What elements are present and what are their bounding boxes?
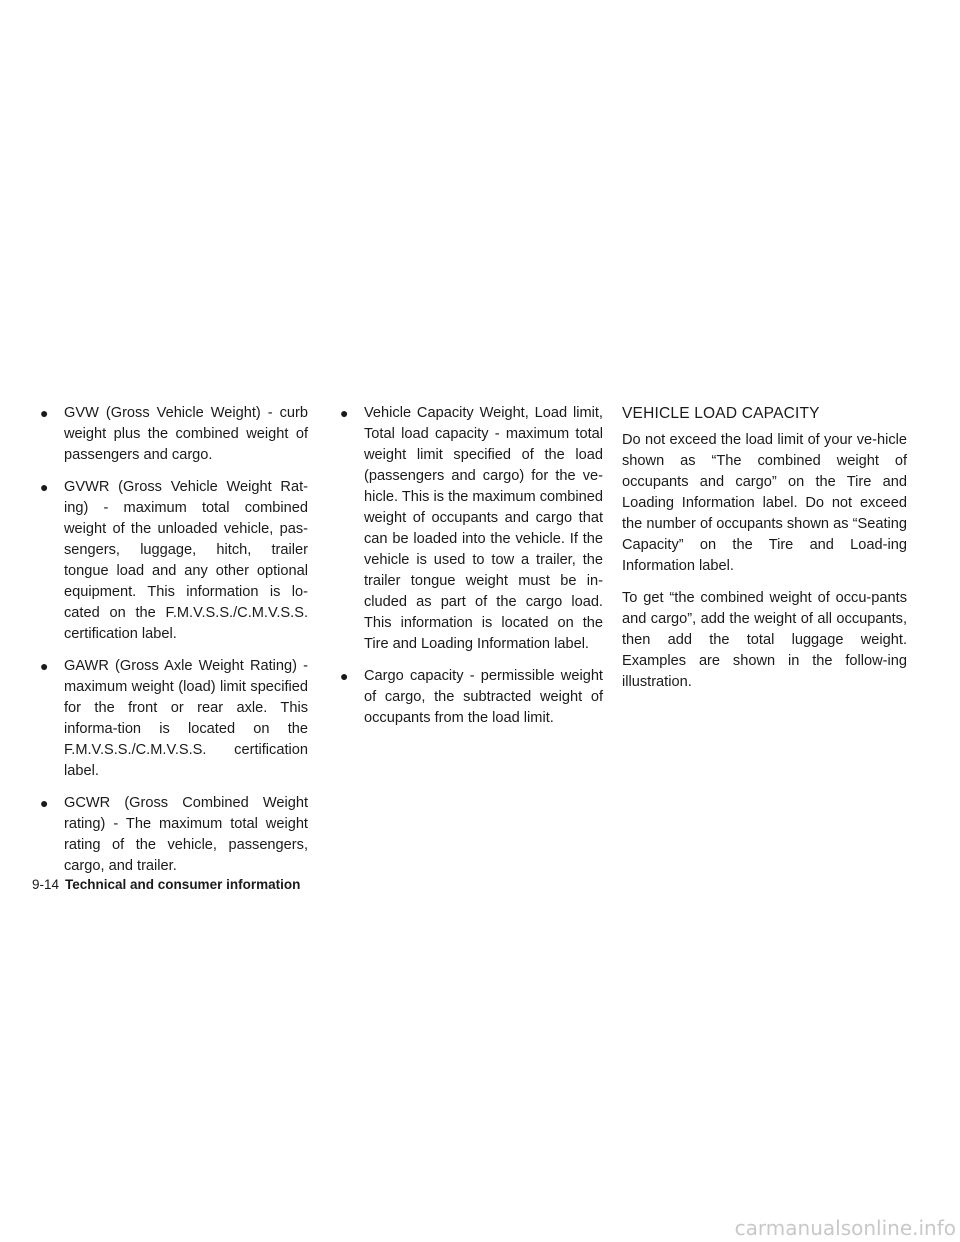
- page-footer: [32, 876, 300, 894]
- watermark: carmanualsonline.info: [734, 1216, 956, 1240]
- bullet-icon: ●: [40, 405, 49, 421]
- list-item-cargo-capacity: [338, 666, 603, 729]
- list-item-gvwr: [38, 477, 308, 645]
- list-item-gawr: [38, 656, 308, 782]
- list-item-text: Cargo capacity - permissible weight of cargo, the subtracted weight of occupants from the load limit.: [364, 668, 603, 726]
- bullet-icon: ●: [340, 668, 349, 684]
- bullet-icon: ●: [40, 479, 49, 495]
- footer-section-title: Technical and consumer information: [65, 877, 301, 892]
- definition-list-left: [38, 403, 308, 877]
- left-column: [38, 403, 308, 888]
- bullet-icon: ●: [40, 795, 49, 811]
- list-item-text: GCWR (Gross Combined Weight rating) - The maximum total weight rating of the vehicle, passengers, cargo, and trailer.: [64, 795, 308, 874]
- middle-column: [338, 403, 603, 740]
- list-item-text: GAWR (Gross Axle Weight Rating) - maximum weight (load) limit specified for the front or rear axle. This informa-tion is located on the F.M.V.S.S./C.M.V.S.S. certification label.: [64, 658, 308, 779]
- list-item-text: GVW (Gross Vehicle Weight) - curb weight plus the combined weight of passengers and cargo.: [64, 405, 308, 463]
- bullet-icon: ●: [340, 405, 349, 421]
- definition-list-middle: [338, 403, 603, 729]
- body-paragraph: To get “the combined weight of occu-pants and cargo”, add the weight of all occupants, then add the total luggage weight. Examples are shown in the follow-ing illustration.: [622, 590, 907, 690]
- list-item-text: Vehicle Capacity Weight, Load limit, Total load capacity - maximum total weight limit specified of the load (passengers and cargo) for the ve-hicle. This is the maximum combined weight of occupants and cargo that can be loaded into the vehicle. If the vehicle is used to tow a trailer, the trailer tongue weight must be in-cluded as part of the cargo load. This information is located on the Tire and Loading Information label.: [364, 405, 603, 652]
- list-item-vehicle-capacity-weight: [338, 403, 603, 655]
- list-item-text: GVWR (Gross Vehicle Weight Rat-ing) - maximum total combined weight of the unloaded vehicle, pas-sengers, luggage, hitch, trailer tongue load and any other optional equipment. This information is lo-cated on the F.M.V.S.S./C.M.V.S.S. certification label.: [64, 479, 308, 642]
- bullet-icon: ●: [40, 658, 49, 674]
- list-item-gcwr: [38, 793, 308, 877]
- section-heading: VEHICLE LOAD CAPACITY: [622, 405, 820, 422]
- right-column: [622, 403, 907, 704]
- list-item-gvw: [38, 403, 308, 466]
- page-number: 9-14: [32, 877, 60, 892]
- body-paragraph: Do not exceed the load limit of your ve-hicle shown as “The combined weight of occupants and cargo” on the Tire and Loading Information label. Do not exceed the number of occupants shown as “Seating Capacity” on the Tire and Load-ing Information label.: [622, 432, 907, 574]
